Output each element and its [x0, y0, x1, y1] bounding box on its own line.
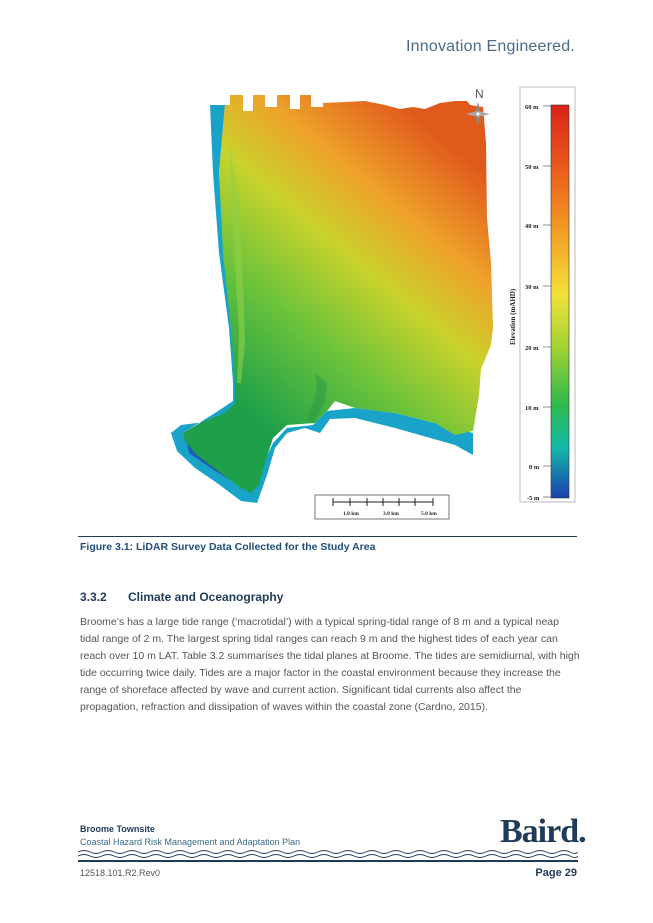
- scale-bar: [315, 495, 449, 519]
- figure-caption: Figure 3.1: LiDAR Survey Data Collected for the Study Area: [80, 541, 376, 553]
- baird-logo: Baird.: [500, 813, 586, 850]
- header-tagline: Innovation Engineered.: [406, 38, 575, 55]
- colorbar: [551, 105, 569, 498]
- scale-label: 5.0 km: [421, 511, 437, 517]
- body-paragraph: Broome’s has a large tide range (‘macrotidal’) with a typical spring-tidal range of 8 m and a typical neap tidal range of 2 m. The largest spring tidal ranges can reach 9 m and the highest tides of each year can reach over 10 m LAT. Table 3.2 summarises the tidal planes at Broome. The tides are semidiurnal, with high tide occurring twice daily. Tides are a major factor in the coastal environment because they increase the range of shoreface affected by wave and current action. Significant tidal currents also affect the propagation, refraction and dissipation of waves within the coastal zone (Cardno, 2015).: [80, 616, 580, 713]
- colorbar-tick: 20 m: [525, 345, 539, 352]
- document-reference: 12518.101.R2.Rev0: [80, 868, 161, 878]
- footer-project: Broome Townsite: [80, 824, 155, 834]
- colorbar-tick: 30 m: [525, 284, 539, 291]
- colorbar-tick: 50 m: [525, 164, 539, 171]
- colorbar-axis-title: Elevation (mAHD): [509, 288, 517, 345]
- lidar-map: [155, 83, 580, 520]
- scale-label: 3.0 km: [383, 511, 399, 517]
- lidar-figure: [155, 83, 580, 520]
- colorbar-tick: -5 m: [527, 495, 540, 502]
- section-heading: [80, 590, 283, 604]
- colorbar-tick: 60 m: [525, 104, 539, 111]
- section-title: Climate and Oceanography: [128, 590, 284, 604]
- wave-divider: [78, 849, 578, 863]
- scale-label: 1.0 km: [343, 511, 359, 517]
- page-number: Page 29: [535, 867, 577, 879]
- footer-subtitle: Coastal Hazard Risk Management and Adaptation Plan: [80, 837, 301, 847]
- section-number: 3.3.2: [80, 590, 107, 604]
- colorbar-tick: 0 m: [529, 464, 540, 471]
- colorbar-tick: 10 m: [525, 405, 539, 412]
- caption-rule: [78, 536, 577, 537]
- colorbar-tick: 40 m: [525, 223, 539, 230]
- north-label: N: [475, 87, 484, 101]
